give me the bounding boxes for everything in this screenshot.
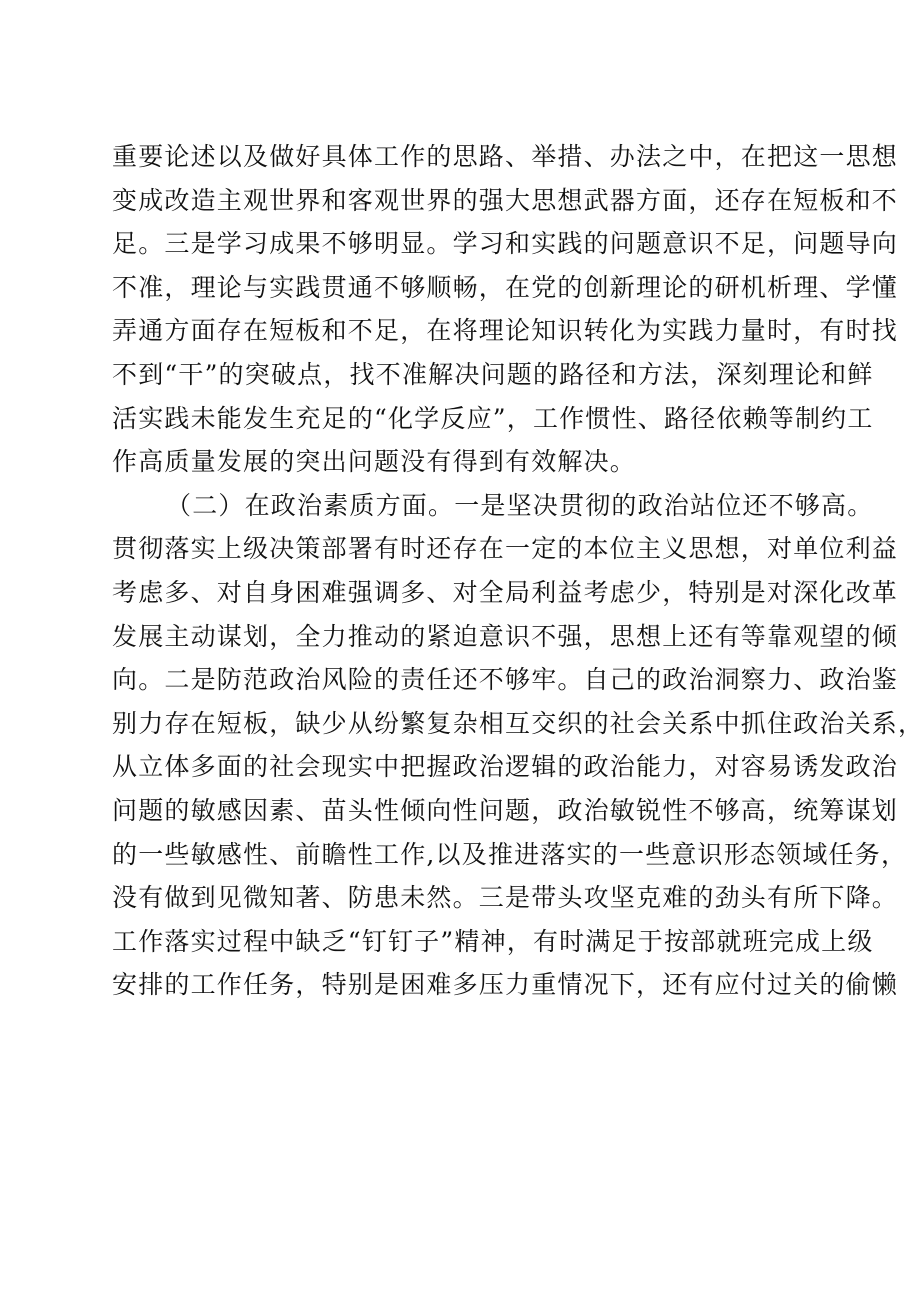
text-line: 活实践未能发生充足的“化学反应”，工作惯性、路径依赖等制约工 — [112, 403, 874, 433]
text-line: 弄通方面存在短板和不足，在将理论知识转化为实践力量时，有时找 — [112, 316, 899, 346]
section-heading-line: （二）在政治素质方面。一是坚决贯彻的政治站位还不够高。 — [166, 490, 874, 520]
text-line: 考虑多、对自身困难强调多、对全局利益考虑少，特别是对深化改革 — [112, 577, 899, 607]
text-line: 别力存在短板，缺少从纷繁复杂相互交织的社会关系中抓住政治关系， — [112, 708, 924, 738]
text-line: 重要论述以及做好具体工作的思路、举措、办法之中，在把这一思想 — [112, 142, 899, 171]
text-line: 贯彻落实上级决策部署有时还存在一定的本位主义思想，对单位利益 — [112, 534, 899, 564]
text-line: 不准，理论与实践贯通不够顺畅，在党的创新理论的研机析理、学懂 — [112, 272, 899, 302]
text-line: 的一些敏感性、前瞻性工作,以及推进落实的一些意识形态领域任务， — [112, 839, 908, 869]
text-line: 向。二是防范政治风险的责任还不够牢。自己的政治洞察力、政治鉴 — [112, 665, 899, 695]
text-line: 安排的工作任务，特别是困难多压力重情况下，还有应付过关的偷懒 — [112, 970, 899, 1000]
text-line: 工作落实过程中缺乏“钉钉子”精神，有时满足于按部就班完成上级 — [112, 926, 874, 956]
text-line: 足。三是学习成果不够明显。学习和实践的问题意识不足，问题导向 — [112, 229, 899, 259]
body-text — [112, 135, 924, 1007]
text-line: 发展主动谋划，全力推动的紧迫意识不强，思想上还有等靠观望的倾 — [112, 621, 899, 651]
text-line: 作高质量发展的突出问题没有得到有效解决。 — [112, 447, 637, 477]
text-line: 变成改造主观世界和客观世界的强大思想武器方面，还存在短板和不 — [112, 185, 899, 215]
text-line: 问题的敏感因素、苗头性倾向性问题，政治敏锐性不够高，统筹谋划 — [112, 795, 899, 825]
text-line: 没有做到见微知著、防患未然。三是带头攻坚克难的劲头有所下降。 — [112, 883, 899, 913]
text-line: 不到“干”的突破点，找不准解决问题的路径和方法，深刻理论和鲜 — [112, 359, 874, 389]
text-line: 从立体多面的社会现实中把握政治逻辑的政治能力，对容易诱发政治 — [112, 752, 899, 782]
